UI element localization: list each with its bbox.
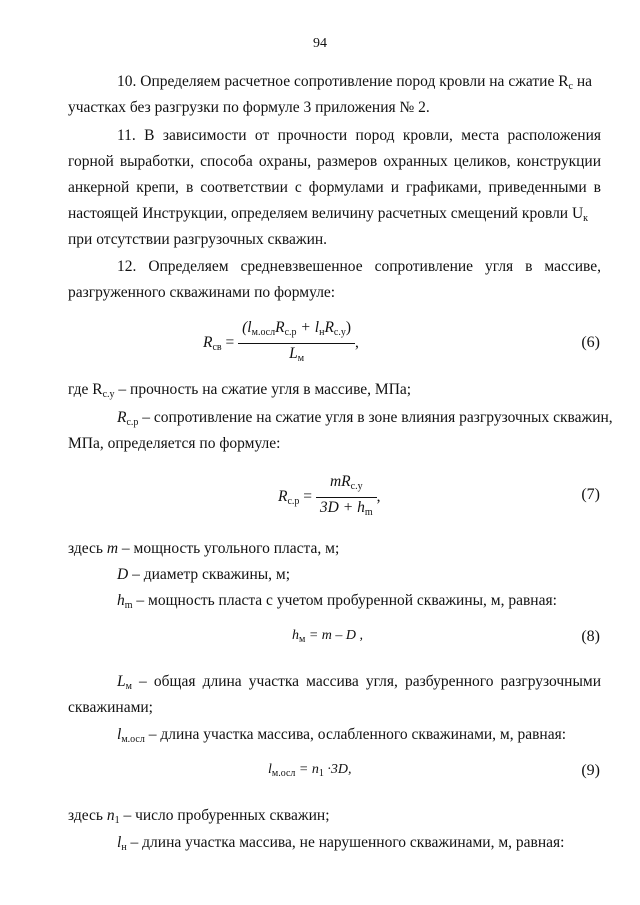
definition-rcp-line-2: МПа, определяется по формуле: <box>68 435 281 452</box>
paragraph-11-line-4 <box>68 204 588 229</box>
p11-subscript: к <box>583 213 589 224</box>
equation-9-number: (9) <box>581 762 600 779</box>
equation-8-number: (8) <box>581 628 600 645</box>
equation-9: $l_{м.осл} = n_1 \cdot 3D$, <box>268 762 352 779</box>
eq6-equals: = <box>225 334 235 352</box>
eq6-denominator: $L_м$ <box>289 345 305 364</box>
equation-6 <box>203 318 359 369</box>
definition-lm-line-1: $L_м$ – общая длина участка массива угля, разбуренного разгрузочными <box>117 673 601 692</box>
definition-hm: $h_m$ – мощность пласта с учетом пробуренной скважины, м, равная: <box>117 592 557 611</box>
eq6-numerator: $(l_{м.осл}R_{с.р} + l_нR_{с.у})$ <box>238 318 355 344</box>
eq7-comma: , <box>376 488 381 506</box>
equation-7-number: (7) <box>581 486 600 503</box>
page-number: 94 <box>313 36 327 51</box>
paragraph-11-line-1: 11. В зависимости от прочности пород кровли, места расположения <box>117 127 601 144</box>
equation-8: $h_м = m - D$ , <box>292 628 363 645</box>
paragraph-11-line-2: горной выработки, способа охраны, размеров охранных целиков, конструкции <box>68 153 601 170</box>
definition-m: здесь m – мощность угольного пласта, м; <box>68 540 340 557</box>
p11-text: настоящей Инструкции, определяем величину расчетных смещений кровли U <box>68 205 584 222</box>
eq7-lhs-sub: с.р <box>287 496 300 508</box>
eq6-lhs: R <box>203 334 213 352</box>
p10-text-end: на <box>573 73 593 90</box>
definition-lm-line-2: скважинами; <box>68 699 153 716</box>
eq6-comma: , <box>355 334 359 352</box>
equation-6-number: (6) <box>581 334 600 351</box>
paragraph-12-line-2: разгруженного скважинами по формуле: <box>68 284 336 301</box>
paragraph-11-line-3: анкерной крепи, в соответствии с формулами и графиками, приведенными в <box>68 179 601 196</box>
paragraph-10-line-2: участках без разгрузки по формуле 3 приложения № 2. <box>68 99 430 116</box>
p10-text: 10. Определяем расчетное сопротивление пород кровли на сжатие R <box>117 73 569 90</box>
eq7-fraction <box>316 472 377 523</box>
eq7-equals: = <box>303 488 313 506</box>
definition-ln: $l_н$ – длина участка массива, не нарушенного скважинами, м, равная: <box>117 834 565 853</box>
eq7-numerator: $mR_{с.у}$ <box>316 472 377 498</box>
definition-d: D – диаметр скважины, м; <box>117 566 291 583</box>
equation-7 <box>278 472 380 523</box>
paragraph-11-line-5: при отсутствии разгрузочных скважин. <box>68 231 328 248</box>
eq7-lhs: R <box>278 488 288 506</box>
definition-rcy: где $R_{с.у}$ – прочность на сжатие угля в массиве, МПа; <box>68 381 412 400</box>
paragraph-12-line-1: 12. Определяем средневзвешенное сопротивление угля в массиве, <box>117 258 601 275</box>
p10-subscript: c <box>568 81 573 92</box>
eq6-lhs-sub: св <box>212 342 222 354</box>
paragraph-10-line-1 <box>117 72 592 97</box>
eq7-denominator: $3D + h_m$ <box>319 499 373 518</box>
definition-lmosl: $l_{м.осл}$ – длина участка массива, ослабленного скважинами, м, равная: <box>117 726 567 745</box>
definition-n1: здесь $n_1$ – число пробуренных скважин; <box>68 807 330 826</box>
eq6-fraction <box>238 318 355 369</box>
definition-rcp-line-1: $R_{с.р}$ – сопротивление на сжатие угля в зоне влияния разгрузочных скважин, <box>117 409 613 428</box>
